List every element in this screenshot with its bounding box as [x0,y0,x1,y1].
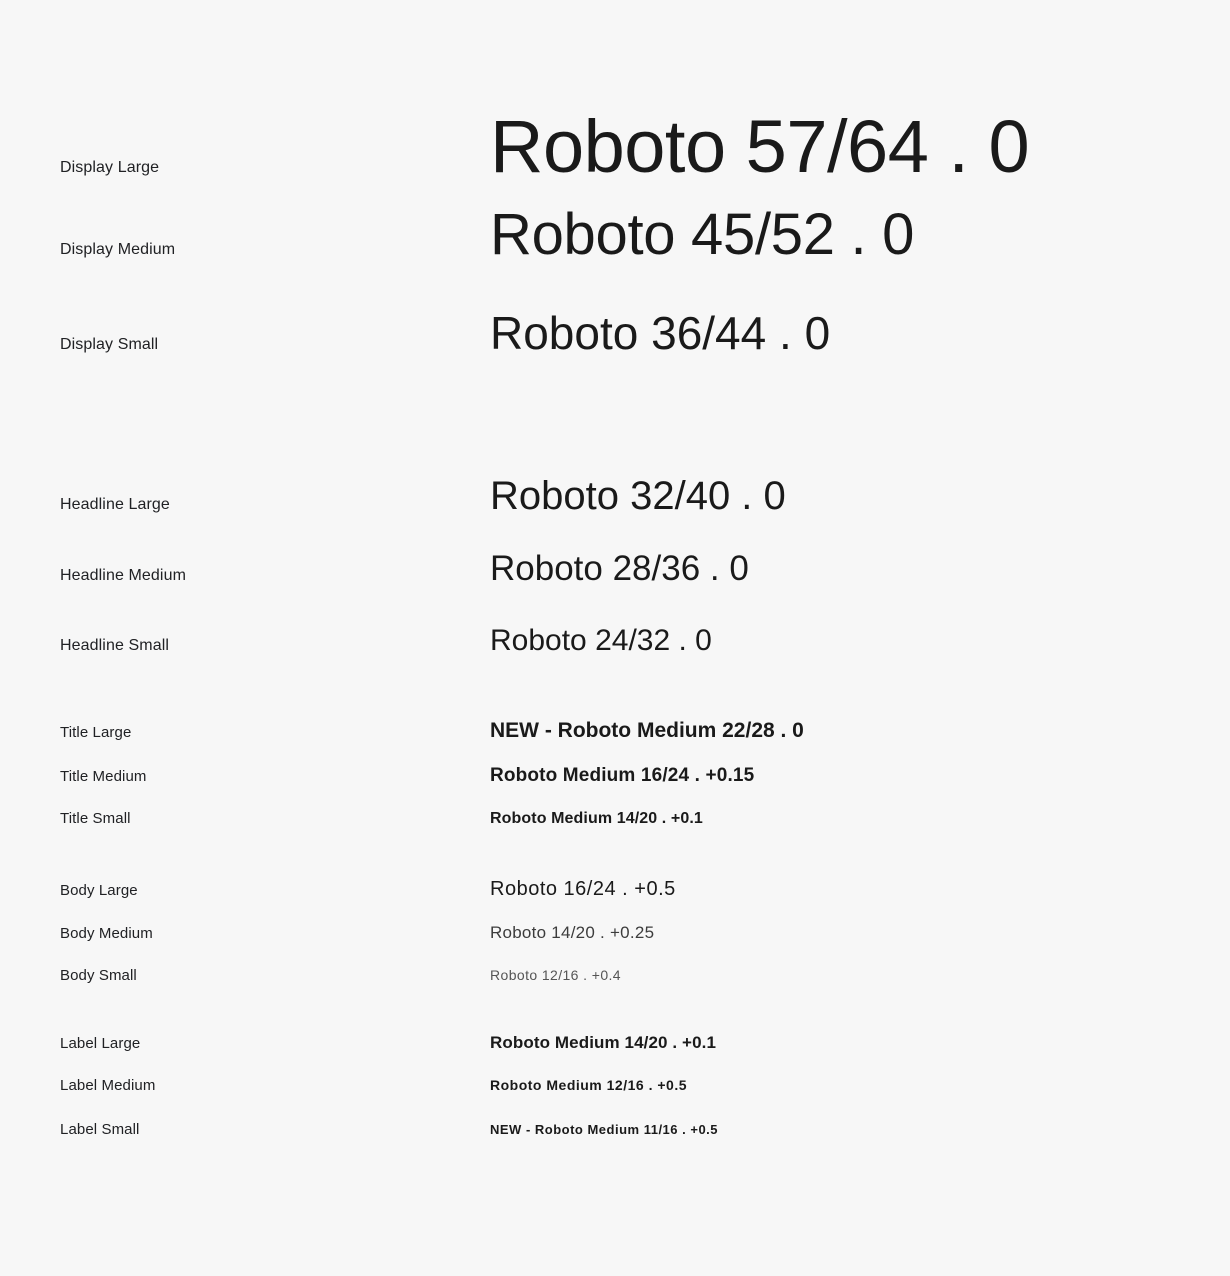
sample-headline-medium: Roboto 28/36 . 0 [490,549,749,588]
sample-display-large: Roboto 57/64 . 0 [490,105,1030,188]
sample-body-large: Roboto 16/24 . +0.5 [490,878,676,900]
table-row [0,1032,1230,1076]
group-spacer [0,1010,1230,1032]
table-row [0,966,1230,1010]
role-label-title-small: Title Small [60,810,131,827]
table-row [0,204,1230,308]
group-spacer [0,418,1230,474]
table-row [0,1120,1230,1164]
sample-label-large: Roboto Medium 14/20 . +0.1 [490,1033,717,1052]
sample-title-medium: Roboto Medium 16/24 . +0.15 [490,765,755,786]
role-label-title-large: Title Large [60,724,132,741]
role-label-headline-medium: Headline Medium [60,567,187,584]
role-label-body-medium: Body Medium [60,925,153,942]
table-row [0,922,1230,966]
role-label-label-large: Label Large [60,1035,141,1052]
role-label-display-small: Display Small [60,336,159,353]
role-label-display-medium: Display Medium [60,241,176,258]
group-spacer [0,855,1230,877]
sample-display-medium: Roboto 45/52 . 0 [490,202,915,267]
sample-title-large: NEW - Roboto Medium 22/28 . 0 [490,719,804,742]
sample-title-small: Roboto Medium 14/20 . +0.1 [490,810,703,827]
type-group-display [0,105,1230,418]
table-row [0,764,1230,809]
table-row [0,550,1230,624]
table-row [0,809,1230,855]
role-label-body-large: Body Large [60,882,138,899]
sample-label-small: NEW - Roboto Medium 11/16 . +0.5 [490,1122,719,1137]
type-group-headline [0,474,1230,696]
role-label-label-medium: Label Medium [60,1077,156,1094]
role-label-title-medium: Title Medium [60,768,147,785]
sample-body-medium: Roboto 14/20 . +0.25 [490,923,655,942]
group-spacer [0,696,1230,718]
sample-display-small: Roboto 36/44 . 0 [490,307,831,359]
top-spacer [0,0,1230,108]
type-group-label [0,1032,1230,1164]
sample-headline-large: Roboto 32/40 . 0 [490,474,786,518]
table-row [0,105,1230,204]
table-row [0,624,1230,696]
table-row [0,474,1230,550]
type-group-title [0,718,1230,855]
sample-body-small: Roboto 12/16 . +0.4 [490,967,621,983]
sample-headline-small: Roboto 24/32 . 0 [490,624,712,657]
table-row [0,718,1230,764]
table-row [0,877,1230,922]
role-label-label-small: Label Small [60,1121,140,1138]
sample-label-medium: Roboto Medium 12/16 . +0.5 [490,1077,687,1093]
role-label-display-large: Display Large [60,159,160,176]
table-row [0,1076,1230,1120]
table-row [0,308,1230,418]
type-group-body [0,877,1230,1010]
role-label-body-small: Body Small [60,967,137,984]
role-label-headline-large: Headline Large [60,496,170,513]
role-label-headline-small: Headline Small [60,637,170,654]
